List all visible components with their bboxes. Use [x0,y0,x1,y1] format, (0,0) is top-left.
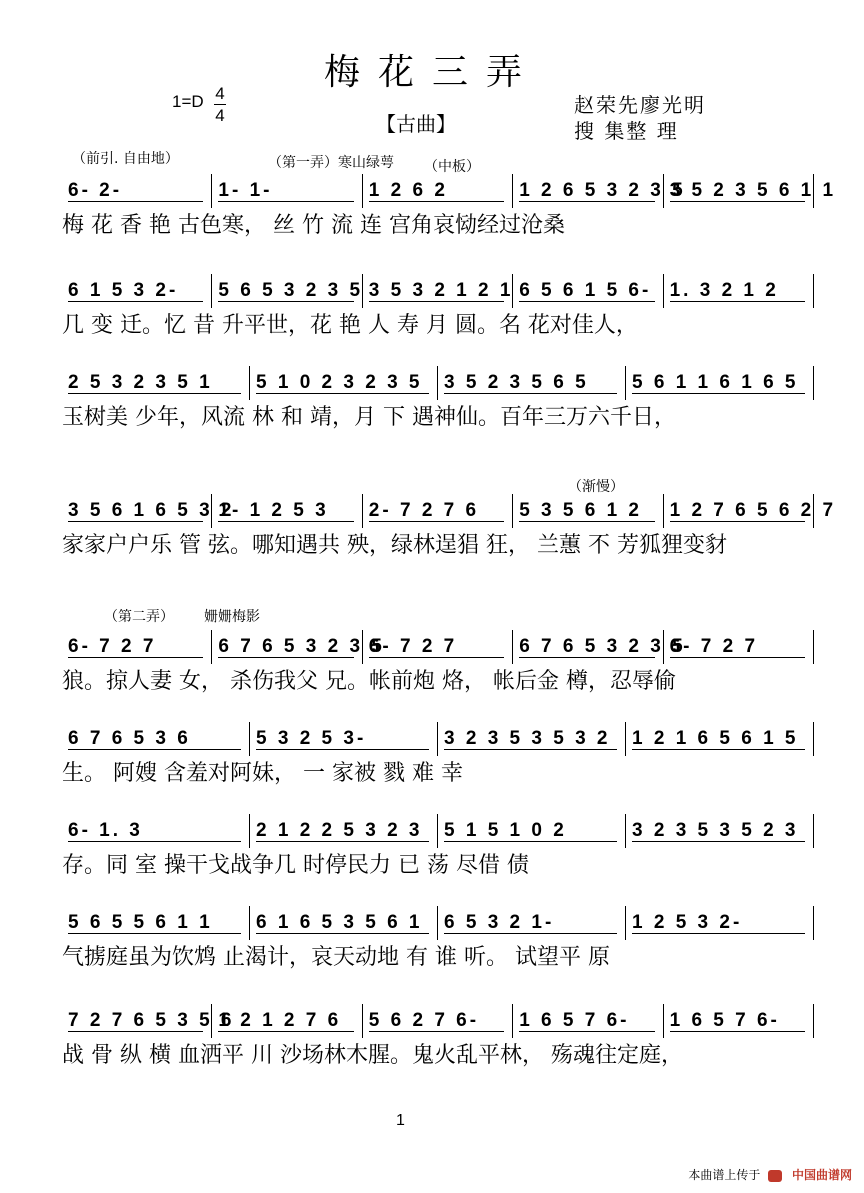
measure: 3 5 6 1 6 5 3 2 [62,494,212,528]
staff-system [62,168,837,244]
prelude-label: （前引. 自由地） [72,151,179,167]
measure: 5 6 5 3 2 3 5 [212,274,362,308]
credits [574,92,706,144]
measure: 1- 1- [212,174,362,208]
measure: 6- 7 2 7 [363,630,513,664]
genre-label: 【古曲】 [376,112,456,136]
measure: 1 2 6 2 [363,174,513,208]
measure: 6 5 6 1 5 6- [513,274,663,308]
footer-brand: 中国曲谱网 [791,1168,852,1182]
measure: 5 6 2 7 6- [363,1004,513,1038]
measure: 1 2 6 5 3 2 3 5 [513,174,663,208]
lyrics-line: 玉树美 少年，风流 林 和 靖，月 下 遇神仙。百年三万六千日， [62,405,676,430]
page-number: 1 [396,1112,405,1129]
staff-system [62,900,814,976]
measure: 3 2 3 5 3 5 3 2 [438,722,626,756]
measure: 6- 1. 3 [62,814,250,848]
measure: 3 2 3 5 3 5 2 3 [626,814,814,848]
measure: 6 7 6 5 3 2 3 5 [513,630,663,664]
lyrics-line: 家家户户乐 管 弦。哪知遇共 殃，绿林逞猖 狂， 兰蕙 不 芳狐狸变豺 [62,533,727,558]
measure: 5 6 1 1 6 1 6 5 [626,366,814,400]
lyrics-line: 梅 花 香 艳 古色寒， 丝 竹 流 连 宫角哀恸经过沧桑 [62,213,565,238]
staff-system [62,488,837,564]
notation-line [62,998,814,1038]
measure: 2 1 2 2 5 3 2 3 [250,814,438,848]
staff-system [62,268,814,344]
page-title: 梅花三弄 [323,52,540,93]
notation-line [62,716,814,756]
credit-line-2: 搜 集整 理 [574,119,679,143]
meter-top: 4 [215,84,225,103]
meter-bottom: 4 [215,106,225,125]
measure: 1. 3 2 1 2 [664,274,814,308]
slowing-label: （渐慢） [568,479,624,495]
measure: 5 3 5 6 1 2 [513,494,663,528]
measure: 1 2 5 3 2- [626,906,814,940]
staff-system [62,808,814,884]
measure: 1 2 1 2 7 6 [212,1004,362,1038]
key-signature: 1=D [172,92,204,111]
staff-system [62,360,814,436]
measure: 1- 1 2 5 3 [212,494,362,528]
lyrics-line: 生。 阿嫂 含羞对阿妹， 一 家被 戮 难 幸 [62,761,463,786]
measure: 6 7 6 5 3 6 [62,722,250,756]
measure: 5 1 5 1 0 2 [438,814,626,848]
notation-line [62,268,814,308]
measure: 6 1 6 5 3 5 6 1 [250,906,438,940]
measure: 7 2 7 6 5 3 5 6 [62,1004,212,1038]
lyrics-line: 气掳庭虽为饮鸩 止渴计，哀天动地 有 谁 听。 试望平 原 [62,945,610,970]
time-signature [214,84,226,125]
measure: 2- 7 2 7 6 [363,494,513,528]
measure: 5 6 5 5 6 1 1 [62,906,250,940]
measure: 6 1 5 3 2- [62,274,212,308]
section-two-label: （第二弄） [104,609,174,625]
staff-system [62,716,814,792]
notation-line [62,360,814,400]
measure: 2 5 3 2 3 5 1 [62,366,250,400]
measure: 3 5 2 3 5 6 5 [438,366,626,400]
staff-system [62,624,814,700]
measure: 1 6 5 7 6- [664,1004,814,1038]
measure: 6 7 6 5 3 2 3 5 [212,630,362,664]
measure: 5 3 2 5 3- [250,722,438,756]
notation-line [62,488,837,528]
footer [688,1166,852,1183]
lyrics-line: 狼。掠人妻 女， 杀伤我父 兄。帐前炮 烙， 帐后金 樽，忍辱偷 [62,669,676,694]
lyrics-line: 存。同 室 操干戈战争几 时停民力 已 荡 尽借 债 [62,853,529,878]
measure: 6- 2- [62,174,212,208]
tempo-label: （中板） [424,159,480,175]
measure: 1 2 1 6 5 6 1 5 [626,722,814,756]
lyrics-line: 几 变 迁。忆 昔 升平世，花 艳 人 寿 月 圆。名 花对佳人， [62,313,638,338]
notation-line [62,168,837,208]
lyrics-line: 战 骨 纵 横 血洒平 川 沙场林木腥。鬼火乱平林， 殇魂往定庭， [62,1043,683,1068]
measure: 1 6 5 7 6- [513,1004,663,1038]
measure: 5 1 0 2 3 2 3 5 [250,366,438,400]
measure: 1 2 7 6 5 6 2 7 [664,494,814,528]
staff-system [62,998,814,1074]
notation-line [62,624,814,664]
section-two-name: 姗姗梅影 [204,609,260,625]
credit-line-1: 赵荣先廖光明 [574,93,706,117]
footer-text: 本曲谱上传于 [688,1168,761,1182]
section-one-label: （第一弄）寒山绿萼 [268,155,394,171]
notation-line [62,808,814,848]
measure: 6- 7 2 7 [664,630,814,664]
measure: 6- 7 2 7 [62,630,212,664]
measure: 3 5 3 2 1 2 1 [363,274,513,308]
measure: 3 5 2 3 5 6 1 1 [664,174,814,208]
measure: 6 5 3 2 1- [438,906,626,940]
notation-line [62,900,814,940]
site-logo-icon [768,1170,782,1182]
